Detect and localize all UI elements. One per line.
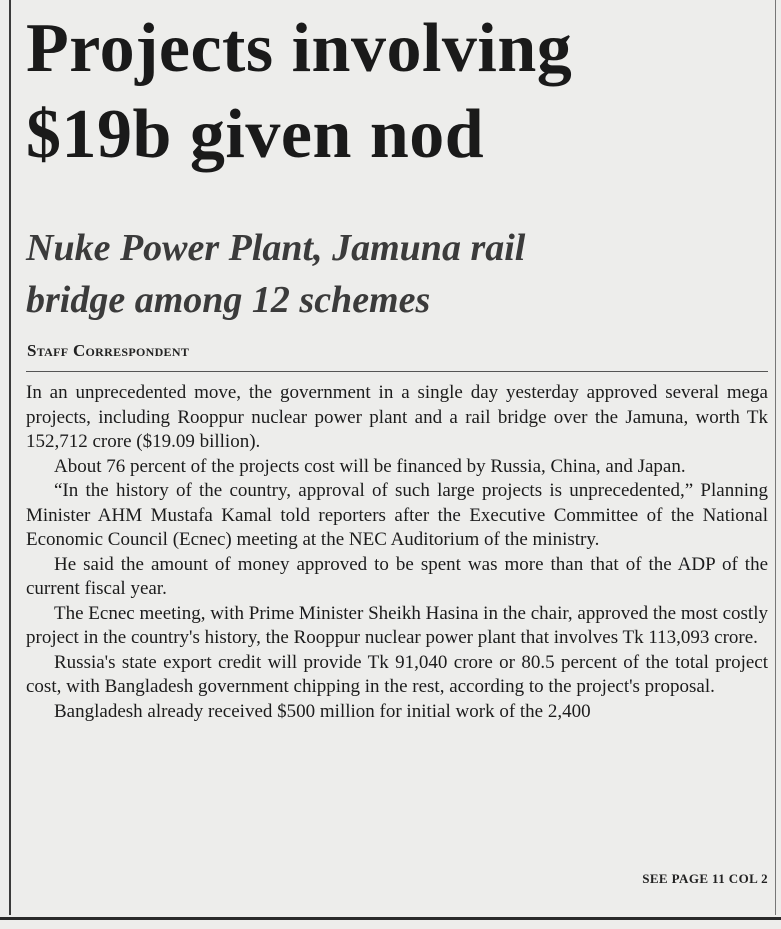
article-body <box>26 381 768 724</box>
paragraph: He said the amount of money approved to be spent was more than that of the ADP of the current fiscal year. <box>26 553 768 599</box>
paragraph: Bangladesh already received $500 million for initial work of the 2,400 <box>54 700 591 722</box>
headline-line-2: $19b given nod <box>26 96 485 173</box>
headline-line-1: Projects involving <box>26 10 573 87</box>
subheadline-line-2: bridge among 12 schemes <box>26 279 431 321</box>
paragraph: The Ecnec meeting, with Prime Minister Sheikh Hasina in the chair, approved the most costly project in the country's history, the Rooppur nuclear power plant that involves Tk 113,093 crore. <box>26 602 768 648</box>
paragraph: In an unprecedented move, the government in a single day yesterday approved several mega projects, including Rooppur nuclear power plant and a rail bridge over the Jamuna, worth Tk 152,712 crore ($19.09 billion). <box>26 382 768 452</box>
bottom-rule <box>0 917 781 920</box>
continuation-jump-line: SEE PAGE 11 COL 2 <box>642 871 768 886</box>
subheadline-line-1: Nuke Power Plant, Jamuna rail <box>26 227 526 269</box>
paragraph: “In the history of the country, approval of such large projects is unprecedented,” Planning Minister AHM Mustafa Kamal told reporters after the Executive Committee of the National Economic Council (Ecnec) meeting at the NEC Auditorium of the ministry. <box>26 480 768 550</box>
byline-divider <box>26 371 768 372</box>
right-column-rule <box>775 0 776 915</box>
subheadline <box>26 222 525 326</box>
headline <box>26 6 572 178</box>
byline: Staff Correspondent <box>27 341 190 360</box>
left-column-rule <box>9 0 11 915</box>
paragraph: About 76 percent of the projects cost will be financed by Russia, China, and Japan. <box>54 455 686 477</box>
paragraph: Russia's state export credit will provide Tk 91,040 crore or 80.5 percent of the total project cost, with Bangladesh government chipping in the rest, according to the project's proposal. <box>26 651 768 697</box>
